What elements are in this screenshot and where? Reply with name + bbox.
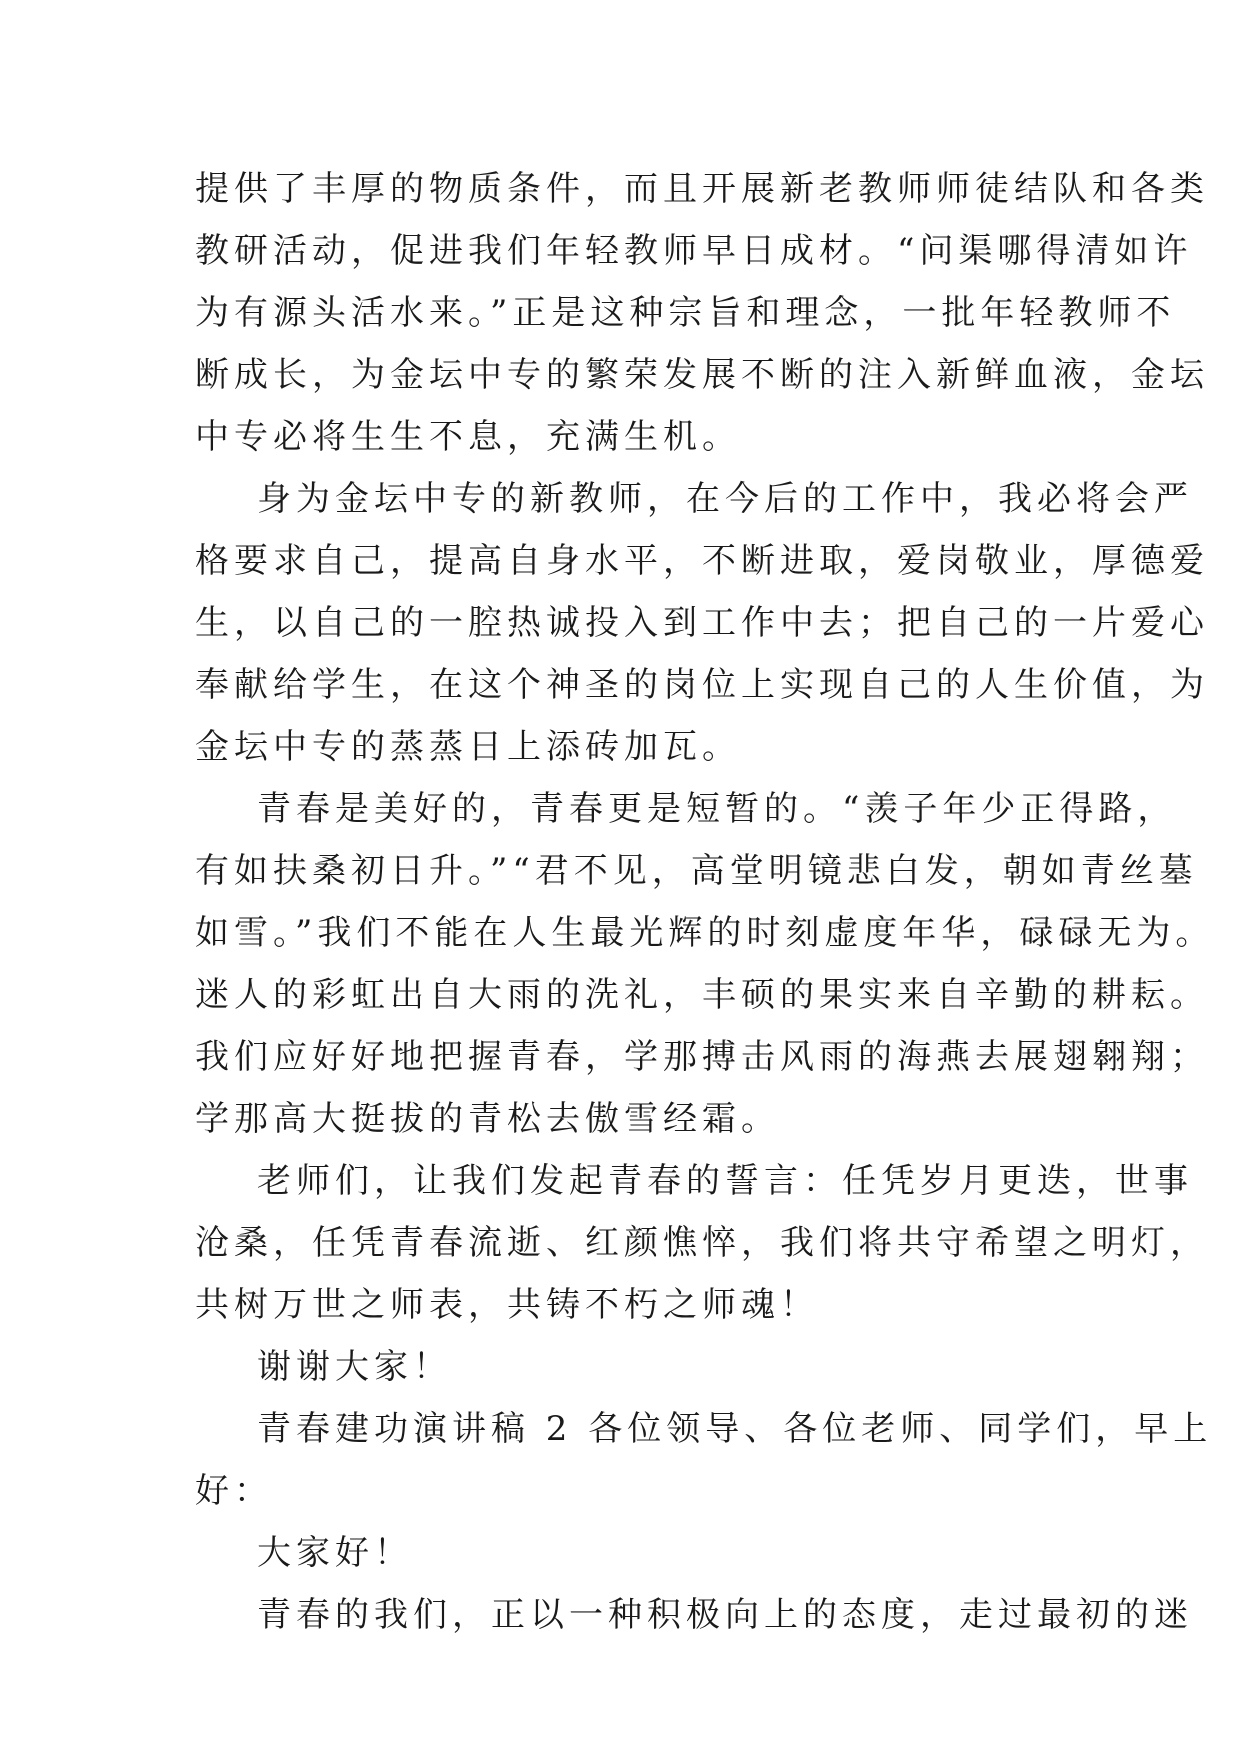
text-line: 共树万世之师表，共铸不朽之师魂！ bbox=[195, 1285, 819, 1325]
text-line: 格要求自己，提高自身水平，不断进取，爱岗敬业，厚德爱 bbox=[195, 541, 1209, 581]
text-line: 断成长，为金坛中专的繁荣发展不断的注入新鲜血液，金坛 bbox=[195, 355, 1209, 395]
text-line: 迷人的彩虹出自大雨的洗礼，丰硕的果实来自辛勤的耕耘。 bbox=[195, 975, 1209, 1015]
paragraph-start-line: 青春的我们，正以一种积极向上的态度，走过最初的迷 bbox=[257, 1595, 1193, 1635]
text-line: 奉献给学生，在这个神圣的岗位上实现自己的人生价值，为 bbox=[195, 665, 1209, 705]
text-line: 生，以自己的一腔热诚投入到工作中去；把自己的一片爱心 bbox=[195, 603, 1209, 643]
paragraph-start-line: 老师们，让我们发起青春的誓言：任凭岁月更迭，世事 bbox=[257, 1161, 1193, 1201]
text-line: 好： bbox=[195, 1471, 273, 1511]
paragraph-start-line: 身为金坛中专的新教师，在今后的工作中，我必将会严 bbox=[257, 479, 1193, 519]
text-line: 沧桑，任凭青春流逝、红颜憔悴，我们将共守希望之明灯， bbox=[195, 1223, 1209, 1263]
paragraph-start-line: 青春是美好的，青春更是短暂的。“羡子年少正得路， bbox=[257, 789, 1177, 829]
text-line: 我们应好好地把握青春，学那搏击风雨的海燕去展翅翱翔； bbox=[195, 1037, 1209, 1077]
text-line: 中专必将生生不息，充满生机。 bbox=[195, 417, 741, 457]
document-body bbox=[195, 158, 1215, 1646]
text-line: 金坛中专的蒸蒸日上添砖加瓦。 bbox=[195, 727, 741, 767]
text-line: 如雪。”我们不能在人生最光辉的时刻虚度年华，碌碌无为。 bbox=[195, 913, 1215, 953]
paragraph-start-line: 谢谢大家！ bbox=[257, 1347, 452, 1387]
text-line: 提供了丰厚的物质条件，而且开展新老教师师徒结队和各类 bbox=[195, 169, 1209, 209]
text-line: 为有源头活水来。”正是这种宗旨和理念，一批年轻教师不 bbox=[195, 293, 1176, 333]
text-line: 有如扶桑初日升。”“君不见，高堂明镜悲白发，朝如青丝墓 bbox=[195, 851, 1198, 891]
text-line: 教研活动，促进我们年轻教师早日成材。“问渠哪得清如许 bbox=[195, 231, 1193, 271]
paragraph-start-line: 青春建功演讲稿 2 各位领导、各位老师、同学们，早上 bbox=[257, 1409, 1213, 1449]
text-line: 学那高大挺拔的青松去傲雪经霜。 bbox=[195, 1099, 780, 1139]
paragraph-start-line: 大家好！ bbox=[257, 1533, 413, 1573]
